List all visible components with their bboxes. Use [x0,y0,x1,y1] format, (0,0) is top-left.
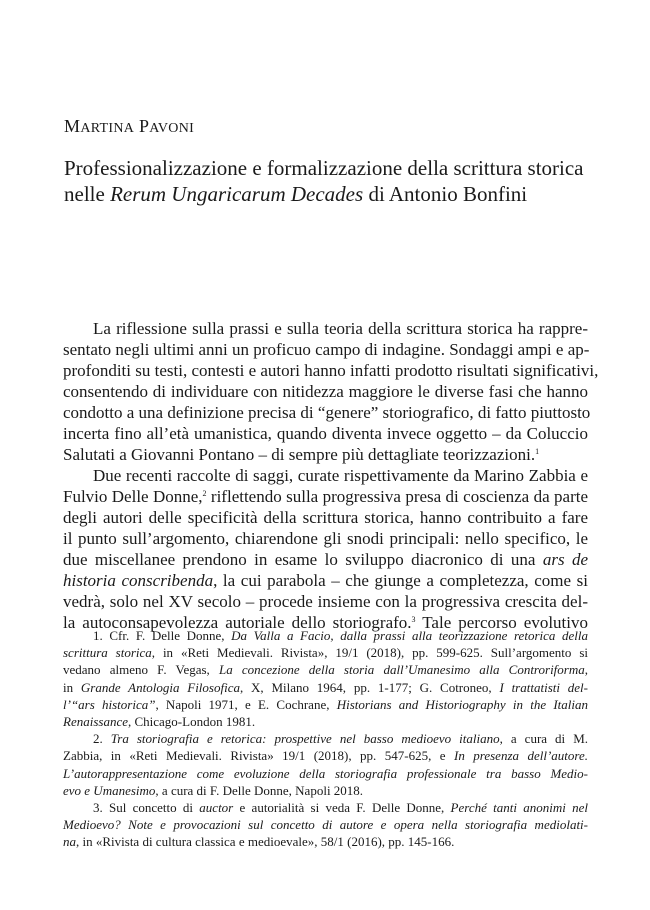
footnote-line: 2. Tra storiografia e retorica: prospettive nel basso medioevo italiano, a cura di M. [93,731,588,747]
body-text [63,318,599,633]
author-name: MARTINA PAVONI [64,116,195,136]
body-line: la autoconsapevolezza autoriale dello storiografo.$^3$ Tale percorso evolutivo [63,613,588,632]
footnote-line: vedano almeno F. Vegas, La concezione della storia dall’Umanesimo alla Controriforma, [63,662,588,678]
article-title [64,155,594,207]
body-line: degli autori delle specificità della scrittura storica, hanno contribuito a fare [63,508,588,527]
footnote-line: l’“ars historica”, Napoli 1971, e E. Cochrane, Historians and Historiography in the Italian [63,696,589,712]
body-line: consentendo di individuare con nitidezza maggiore le diverse fasi che hanno [63,382,588,401]
body-line: incerta fino all’età umanistica, quando diventa invece oggetto – da Coluccio [63,424,588,443]
footnote-line: scrittura storica, in «Reti Medievali. Rivista», 19/1 (2018), pp. 599-625. Sull’argomento si [63,645,588,661]
body-line: condotto a una definizione precisa di “genere” storiografico, di fatto piuttosto [63,403,591,422]
footnote-ref-1: 1 [535,447,540,456]
footnote-line: 1. Cfr. F. Delle Donne, Da Valla a Facio, dalla prassi alla teorizzazione retorica della [93,628,588,643]
footnote-line: na, in «Rivista di cultura classica e medioevale», 58/1 (2016), pp. 145-166. [63,834,455,850]
body-line: vedrà, solo nel XV secolo – procede insieme con la progressiva crescita del- [63,592,588,611]
title-line-1: Professionalizzazione e formalizzazione della scrittura storica [64,156,584,180]
body-line: due miscellanee prendono in esame lo sviluppo diacronico di una ars de [63,550,589,569]
footnote-line: Medioevo? Note e provocazioni sul concetto di autore e opera nella storiografia mediolati- [63,817,588,833]
footnote-ref-3: 3 [411,615,416,624]
body-line: Salutati a Giovanni Pontano – di sempre più dettagliate teorizzazioni.$^1$ [63,445,540,464]
footnote-line: 3. Sul concetto di auctor e autorialità si veda F. Delle Donne, Perché tanti anonimi nel [93,799,588,815]
body-line: il punto sull’argomento, chiarendone gli snodi principali: nello specifico, le [63,529,588,548]
footnote-line: Zabbia, in «Reti Medievali. Rivista» 19/1 (2018), pp. 547-625, e In presenza dell’autore. [63,748,588,764]
title-line-2: nelle Rerum Ungaricarum Decades di Antonio Bonfini [64,182,528,206]
footnotes [63,627,588,850]
body-line: profonditi su testi, contesti e autori hanno infatti prodotto risultati significativi, [63,361,599,380]
body-line: sentato negli ultimi anni un proficuo campo di indagine. Sondaggi ampi e ap- [63,340,590,359]
body-line: La riflessione sulla prassi e sulla teoria della scrittura storica ha rappre- [93,319,588,338]
footnote-line: evo e Umanesimo, a cura di F. Delle Donne, Napoli 2018. [63,782,364,798]
footnote-line: in Grande Antologia Filosofica, X, Milano 1964, pp. 1-177; G. Cotroneo, I trattatisti del- [63,679,588,695]
footnote-ref-2: 2 [202,489,207,498]
body-line: historia conscribenda, la cui parabola – che giunge a completezza, come si [63,571,588,590]
footnote-line: Renaissance, Chicago-London 1981. [63,713,256,729]
footnote-line: L’autorappresentazione come evoluzione della storiografia professionale tra basso Medio- [63,765,588,781]
body-line: Fulvio Delle Donne,$^2$ riflettendo sulla progressiva presa di coscienza da parte [63,487,588,506]
body-line: Due recenti raccolte di saggi, curate rispettivamente da Marino Zabbia e [93,466,588,485]
